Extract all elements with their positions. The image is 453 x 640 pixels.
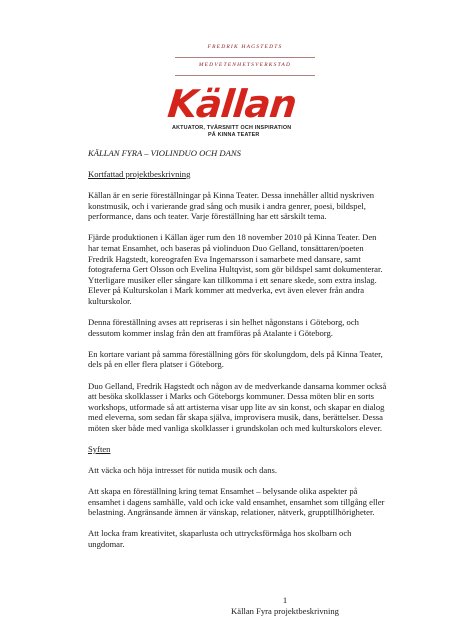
logo-tagline: AKTUATOR, TVÄRSNITT OCH INSPIRATION	[172, 125, 292, 131]
document-title: KÄLLAN FYRA – VIOLINDUO OCH DANS	[88, 148, 241, 158]
header-organizer: FREDRIK HAGSTEDTS	[207, 44, 283, 50]
header-rule-2	[175, 75, 315, 76]
logo-venue: PÅ KINNA TEATER	[208, 132, 260, 138]
aim-paragraph: Att väcka och höja intresset för nutida musik och dans.	[88, 465, 278, 476]
paragraph: Denna föreställning avses att repriseras i sin helhet någonstans i Göteborg, och dessutom kommer inslag från den att framföras på Atalante i Göteborg.	[88, 317, 359, 338]
paragraph: En kortare variant på samma föreställning görs för skolungdom, dels på Kinna Teater, dels på en eller flera platser i Göteborg.	[88, 348, 383, 370]
header-workshop: MEDVETENHETSVERKSTAD	[198, 62, 292, 68]
paragraph: Källan är en serie föreställningar på Kinna Teater. Dessa innehåller alltid nyskriven konstmusik, och i varierande grad sång och musik i andra genrer, poesi, bildspel, performance, dans och teater. Varje föreställning har ett särskilt tema.	[88, 190, 375, 222]
section-heading-summary: Kortfattad projektbeskrivning	[88, 169, 191, 180]
header-rule-1	[175, 57, 315, 58]
document-body	[88, 148, 388, 560]
kallan-logo	[165, 82, 318, 142]
paragraph: Fjärde produktionen i Källan äger rum den 18 november 2010 på Kinna Teater. Den har temat Ensamhet, och baseras på violinduon Duo Gelland, tonsättaren/poeten Fredrik Hagstedt, koreografen Eva Ingemarsson i samarbete med dansare, samt fotograferna Gert Olsson och Evelina Hultqvist, som gör bildspel samt dokumenterar. Ytterligare musiker eller sångare kan tillkomma i ett senare skede, som extra inslag. Elever på Kulturskolan i Mark kommer att medverka, evt även elever från andra kulturskolor.	[88, 232, 383, 307]
aim-paragraph: Att skapa en föreställning kring temat Ensamhet – belysande olika aspekter på ensamhet i dagens samhälle, vald och icke vald ensamhet, ensamhet som tillgång eller belastning. Angränsande ämnen är vänskap, relationer, nätverk, grupptillhörigheter.	[88, 486, 385, 518]
aim-paragraph: Att locka fram kreativitet, skaparlusta och uttrycksförmåga hos skolbarn och ungdomar.	[88, 528, 352, 550]
section-heading-aims: Syften	[88, 443, 111, 454]
footer-doc-name: Källan Fyra projektbeskrivning	[231, 605, 339, 616]
page-footer	[160, 595, 410, 616]
page-number: 1	[282, 595, 288, 605]
logo-wordmark: Källan	[165, 82, 299, 126]
paragraph: Duo Gelland, Fredrik Hagstedt och någon av de medverkande dansarna kommer också att besöka skolklasser i Marks och Göteborgs kommuner. Dessa möten blir en sorts workshops, utformade så att artisterna visar upp lite av sin konst, och skapar en dialog med eleverna, som sedan får skapa själva, improvisera musik, dans, berättelser. Dessa möten sker både med vanliga skolklasser i grundskolan och med kulturskolors elever.	[88, 380, 387, 433]
